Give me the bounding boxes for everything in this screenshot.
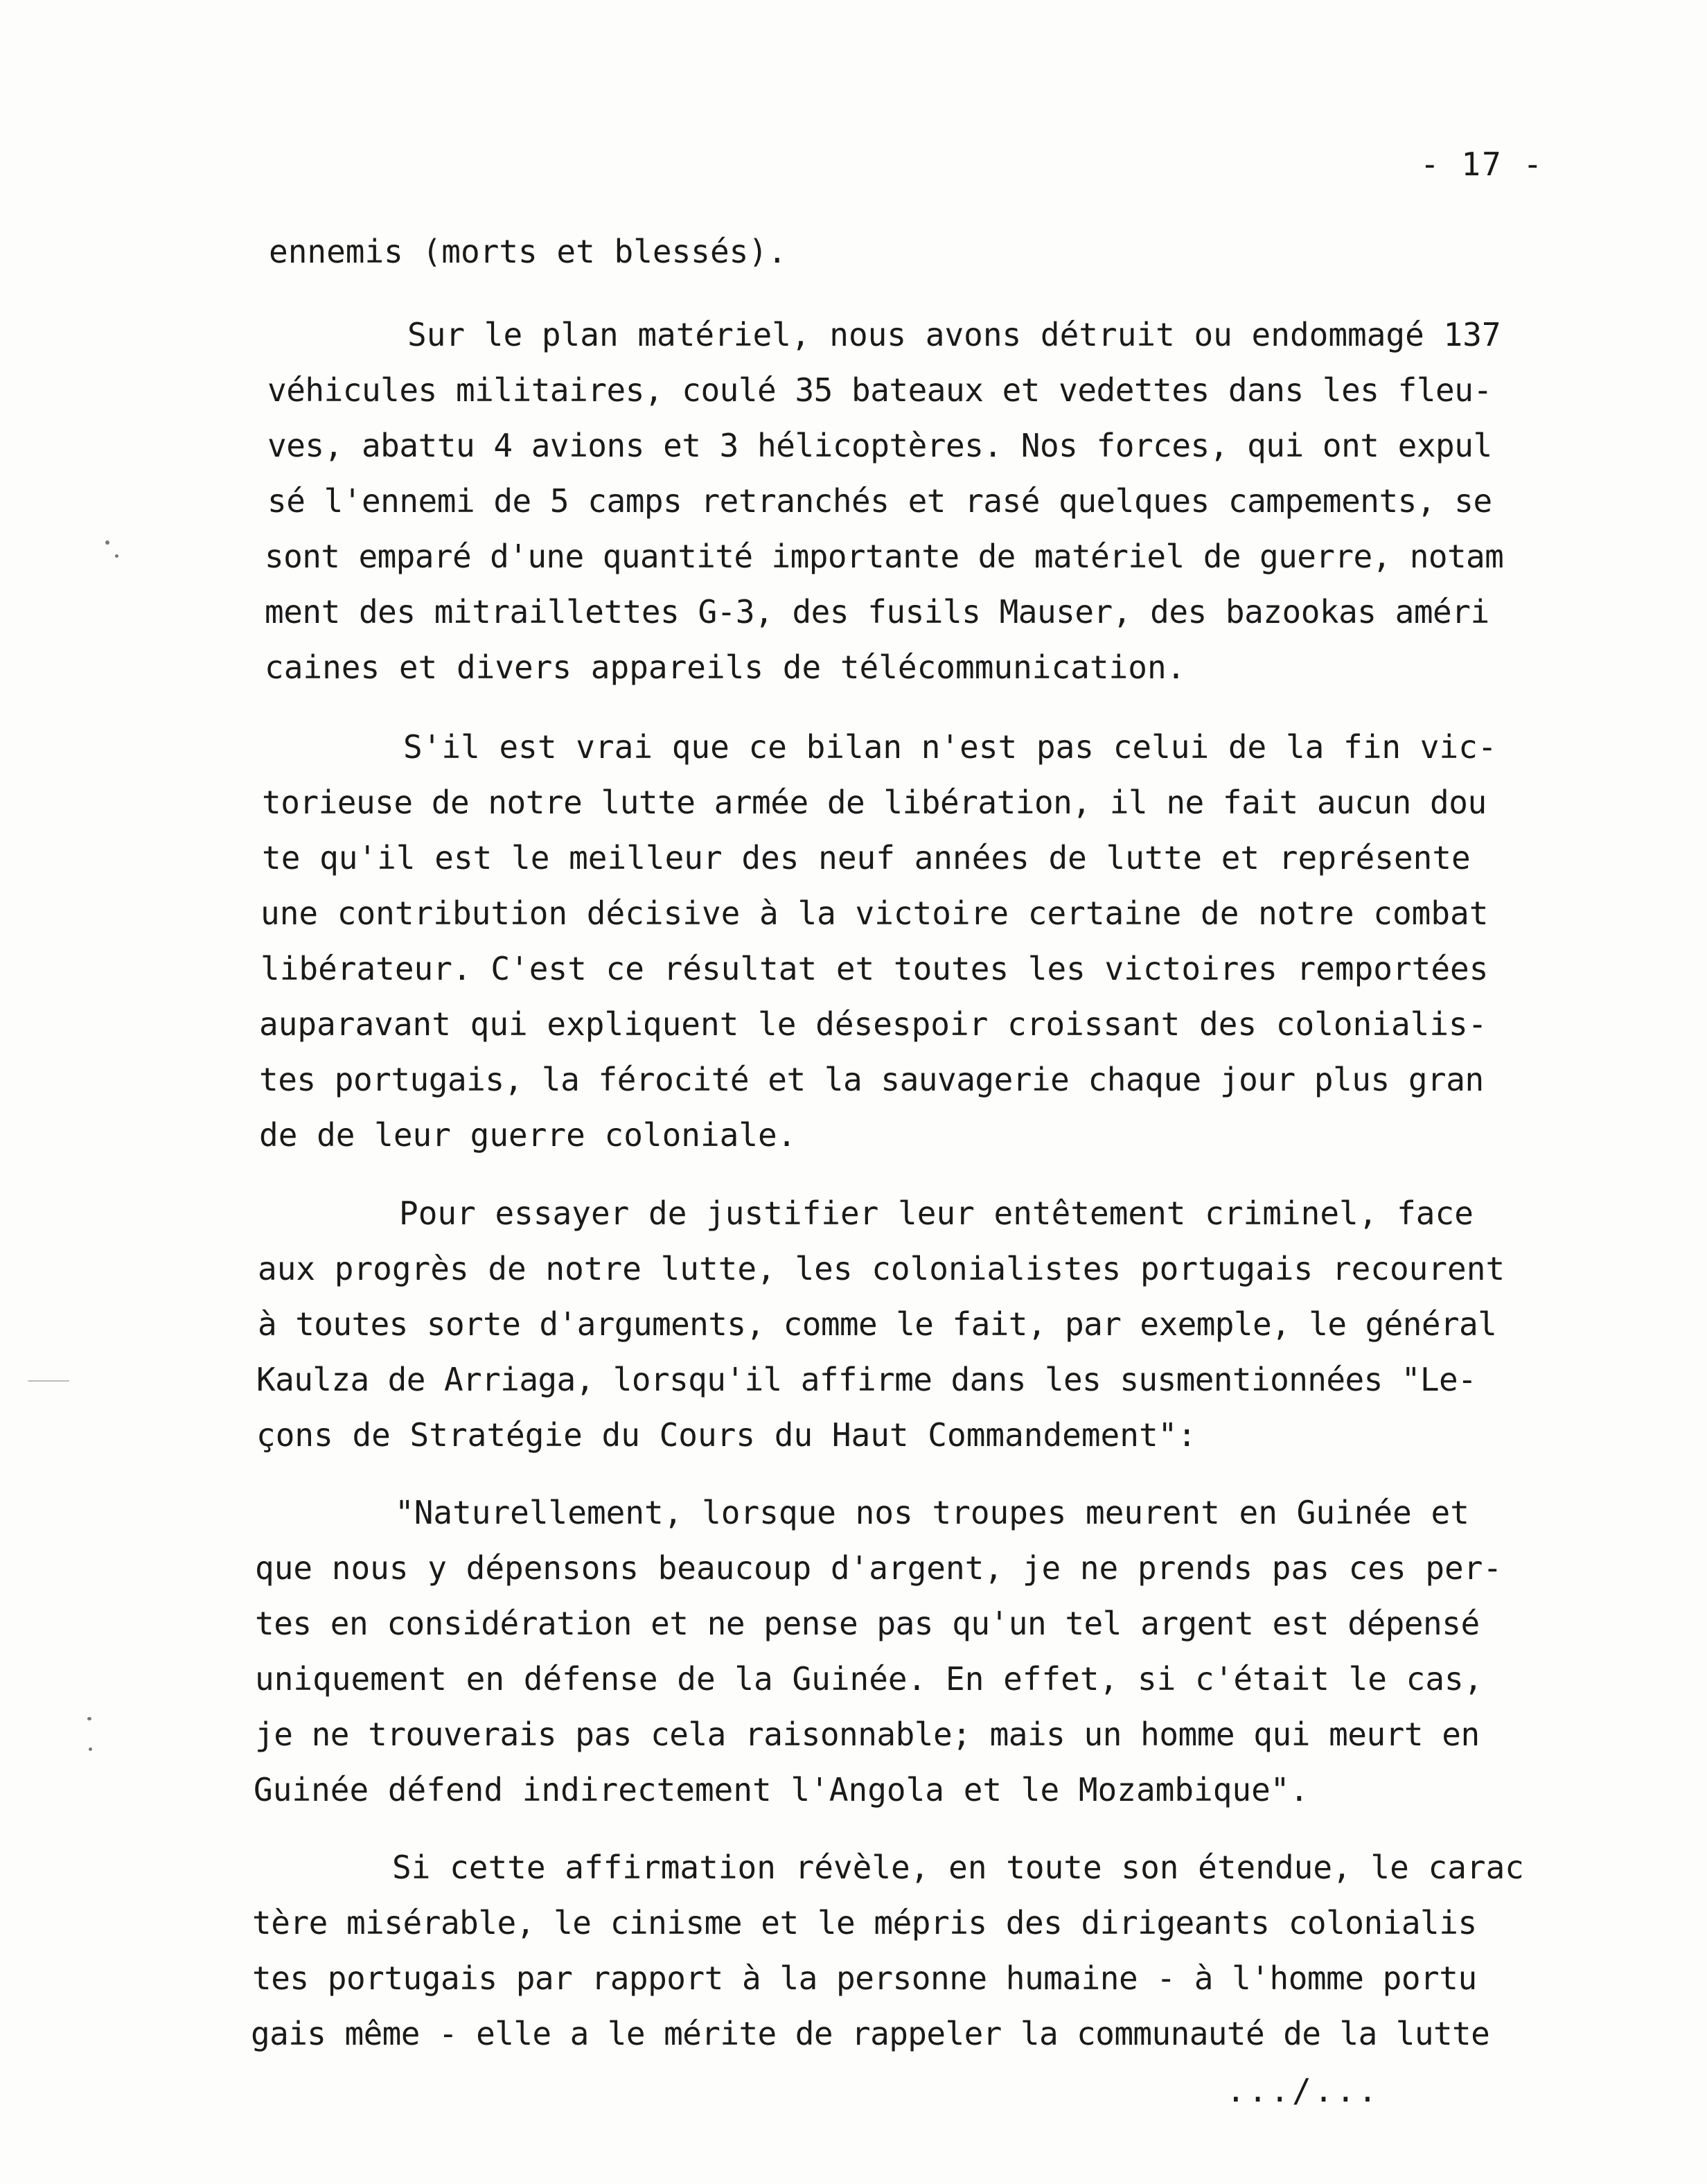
scan-speck bbox=[115, 554, 118, 558]
quote-line: je ne trouverais pas cela raisonnable; mais un homme qui meurt en bbox=[255, 1716, 1480, 1753]
text-line: S'il est vrai que ce bilan n'est pas celui de la fin vic- bbox=[403, 728, 1497, 766]
text-line: ment des mitraillettes G-3, des fusils Mauser, des bazookas améri bbox=[265, 593, 1489, 631]
scan-speck bbox=[89, 1747, 92, 1751]
text-line: à toutes sorte d'arguments, comme le fait, par exemple, le général bbox=[258, 1305, 1497, 1343]
text-line: auparavant qui expliquent le désespoir croissant des colonialis- bbox=[259, 1005, 1487, 1043]
text-line: Pour essayer de justifier leur entêtement criminel, face bbox=[399, 1195, 1474, 1232]
quote-line: que nous y dépensons beaucoup d'argent, je ne prends pas ces per- bbox=[255, 1549, 1503, 1587]
text-line: aux progrès de notre lutte, les colonialistes portugais recourent bbox=[258, 1250, 1505, 1287]
text-line: tes portugais par rapport à la personne humaine - à l'homme portu bbox=[252, 1960, 1477, 1997]
text-line: véhicules militaires, coulé 35 bateaux et vedettes dans les fleu- bbox=[267, 371, 1492, 409]
quote-line: uniquement en défense de la Guinée. En effet, si c'était le cas, bbox=[255, 1660, 1483, 1698]
scan-speck bbox=[105, 540, 109, 545]
continuation-marker: .../... bbox=[1226, 2072, 1380, 2109]
text-line: Si cette affirmation révèle, en toute son étendue, le carac bbox=[392, 1849, 1524, 1886]
text-line: tes portugais, la férocité et la sauvagerie chaque jour plus gran bbox=[259, 1061, 1484, 1098]
text-line: çons de Stratégie du Cours du Haut Commandement": bbox=[256, 1416, 1197, 1454]
text-line: sont emparé d'une quantité importante de matériel de guerre, notam bbox=[265, 538, 1504, 575]
text-line: ennemis (morts et blessés). bbox=[269, 233, 787, 270]
quote-line: Guinée défend indirectement l'Angola et le Mozambique". bbox=[254, 1771, 1309, 1808]
quote-line: "Naturellement, lorsque nos troupes meurent en Guinée et bbox=[395, 1494, 1469, 1531]
page-number: - 17 - bbox=[1420, 146, 1544, 183]
scan-speck bbox=[87, 1717, 91, 1720]
text-line: Sur le plan matériel, nous avons détruit ou endommagé 137 bbox=[407, 316, 1501, 353]
text-line: ves, abattu 4 avions et 3 hélicoptères. Nos forces, qui ont expul bbox=[267, 427, 1492, 464]
scan-speck bbox=[28, 1380, 69, 1382]
text-line: Kaulza de Arriaga, lorsqu'il affirme dans les susmentionnées "Le- bbox=[256, 1361, 1477, 1398]
text-line: sé l'ennemi de 5 camps retranchés et rasé quelques campements, se bbox=[267, 482, 1492, 520]
text-line: te qu'il est le meilleur des neuf années de lutte et représente bbox=[262, 839, 1471, 877]
text-line: torieuse de notre lutte armée de libération, il ne fait aucun dou bbox=[262, 784, 1487, 821]
text-line: tère misérable, le cinisme et le mépris des dirigeants colonialis bbox=[252, 1904, 1477, 1941]
text-line: de de leur guerre coloniale. bbox=[259, 1116, 797, 1154]
text-line: gais même - elle a le mérite de rappeler la communauté de la lutte bbox=[251, 2015, 1490, 2052]
quote-line: tes en considération et ne pense pas qu'un tel argent est dépensé bbox=[255, 1605, 1480, 1642]
text-line: une contribution décisive à la victoire certaine de notre combat bbox=[260, 895, 1489, 932]
text-line: caines et divers appareils de télécommunication. bbox=[265, 649, 1186, 686]
text-line: libérateur. C'est ce résultat et toutes les victoires remportées bbox=[260, 950, 1489, 987]
